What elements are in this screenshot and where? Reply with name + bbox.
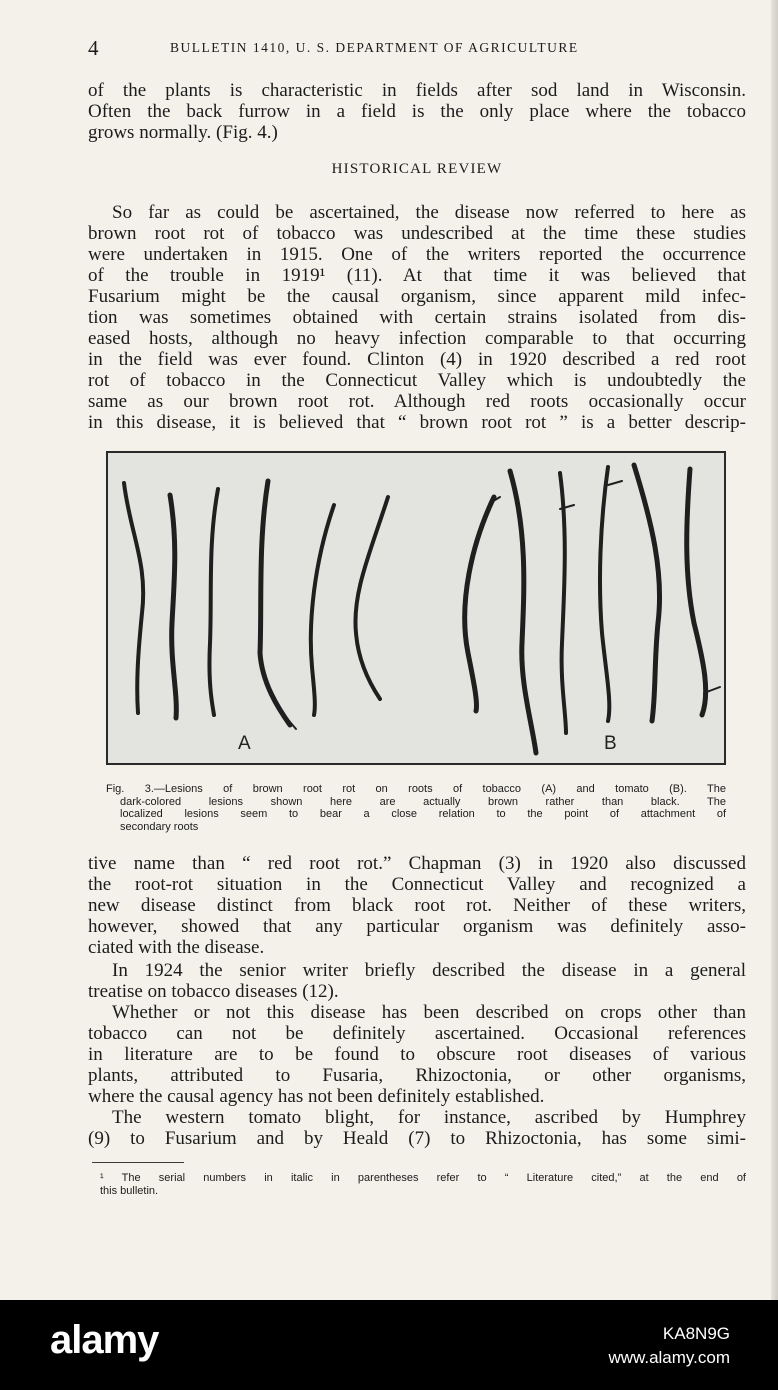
text-line: of the trouble in 1919¹ (11). At that time it was believed that [88,265,746,286]
intro-paragraph [88,80,746,143]
running-head [88,36,748,58]
footnote [100,1172,746,1197]
figure-root-photograph [106,451,726,765]
tomato-root [634,465,660,721]
tobacco-root [124,483,143,713]
watermark-bar [0,1300,778,1390]
text-line: So far as could be ascertained, the disease now referred to here as [112,202,746,223]
caption-line: dark-colored lesions shown here are actually brown rather than black. The [120,795,726,808]
paragraph-tomato-blight [88,1107,746,1149]
text-line: treatise on tobacco diseases (12). [88,981,339,1002]
page-number: 4 [88,36,99,60]
text-line: Often the back furrow in a field is the only place where the tobacco [88,101,746,122]
text-line: grows normally. (Fig. 4.) [88,122,278,143]
tomato-root [600,467,609,721]
text-line: ciated with the disease. [88,937,265,958]
watermark-url: www.alamy.com [608,1348,730,1367]
paragraph-1924 [88,960,746,1002]
text-line: Whether or not this disease has been described on crops other than [112,1002,746,1023]
tomato-root [560,473,566,733]
tomato-root [510,471,536,753]
paragraph-other-crops [88,1002,746,1107]
caption-line: secondary roots [120,820,199,833]
root-photo-image [108,453,724,763]
text-line: however, showed that any particular organism was definitely asso- [88,916,746,937]
footnote-line: this bulletin. [100,1184,159,1197]
text-line: in the field was ever found. Clinton (4) in 1920 described a red root [88,349,746,370]
text-line: In 1924 the senior writer briefly described the disease in a general [112,960,746,981]
footnote-rule [92,1162,184,1163]
continuation-paragraph [88,853,746,958]
tobacco-root [170,495,176,718]
alamy-logo: alamy [50,1318,159,1362]
text-line: same as our brown root rot. Although red roots occasionally occur [88,391,746,412]
running-title: BULLETIN 1410, U. S. DEPARTMENT OF AGRICULTURE [170,40,579,55]
text-line: where the causal agency has not been definitely established. [88,1086,545,1107]
text-line: of the plants is characteristic in fields after sod land in Wisconsin. [88,80,746,101]
footnote-line: ¹ The serial numbers in italic in parentheses refer to “ Literature cited,” at the end of [100,1172,746,1184]
text-line: in literature are to be found to obscure root diseases of various [88,1044,746,1065]
plate-label-a: A [238,733,251,754]
text-line: (9) to Fusarium and by Heald (7) to Rhizoctonia, has some simi- [88,1128,746,1149]
text-line: tive name than “ red root rot.” Chapman (3) in 1920 also discussed [88,853,746,874]
lateral-rootlet [608,481,622,485]
text-line: new disease distinct from black root rot. Neither of these writers, [88,895,746,916]
text-line: tion was sometimes obtained with certain strains isolated from dis- [88,307,746,328]
plate-label-b: B [604,733,617,754]
image-id: KA8N9G [662,1324,730,1343]
section-heading: HISTORICAL REVIEW [331,161,503,177]
text-line: brown root rot of tobacco was undescribed at the time these studies [88,223,746,244]
tomato-root [687,469,706,715]
caption-line: Fig. 3.—Lesions of brown root rot on roots of tobacco (A) and tomato (B). The [106,783,726,795]
text-line: rot of tobacco in the Connecticut Valley which is undoubtedly the [88,370,746,391]
text-line: eased hosts, although no heavy infection comparable to that occurring [88,328,746,349]
text-line: tobacco can not be definitely ascertained. Occasional references [88,1023,746,1044]
page-edge-shadow [771,0,778,1300]
caption-line: localized lesions seem to bear a close relation to the point of attachment of [120,808,726,820]
historical-review-paragraph [88,202,746,433]
tobacco-root [260,481,290,725]
tobacco-root [209,489,218,715]
text-line: Fusarium might be the causal organism, since apparent mild infec- [88,286,746,307]
figure-caption [106,783,726,833]
tomato-root [465,497,494,711]
tobacco-root [311,505,334,715]
tobacco-root [355,497,388,699]
text-line: plants, attributed to Fusaria, Rhizoctonia, or other organisms, [88,1065,746,1086]
text-line: The western tomato blight, for instance, ascribed by Humphrey [112,1107,746,1128]
text-line: in this disease, it is believed that “ brown root rot ” is a better descrip- [88,412,746,433]
text-line: were undertaken in 1915. One of the writers reported the occurrence [88,244,746,265]
text-line: the root-rot situation in the Connecticut Valley and recognized a [88,874,746,895]
